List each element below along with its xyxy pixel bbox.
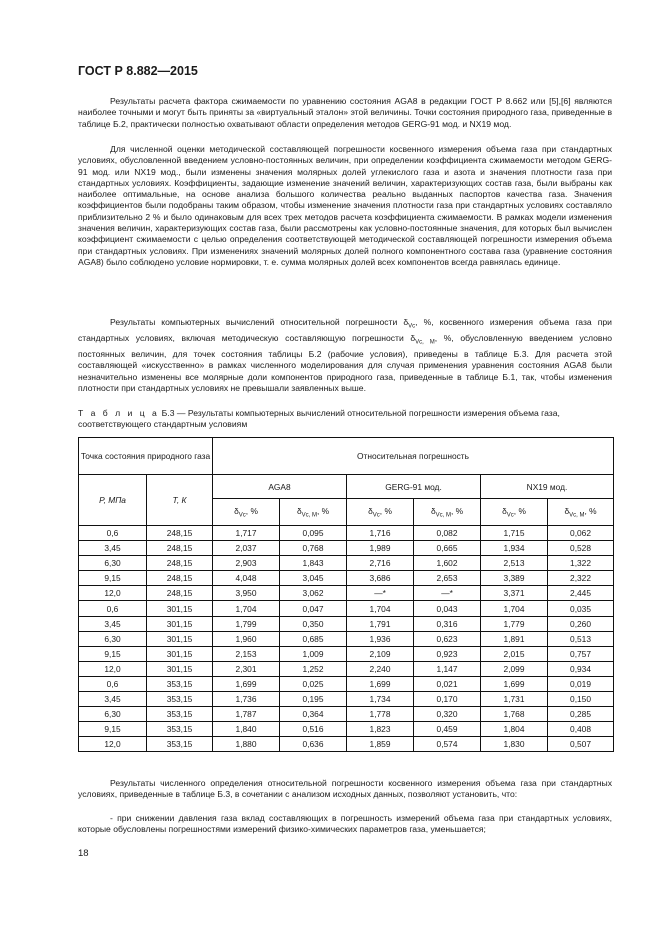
table-cell: 0,6 — [79, 601, 147, 616]
paragraph-2: Для численной оценки методической составляющей погрешности косвенного измерения объема газа при стандартных условиях, обусловленной введением условно-постоянных величин, при определении коэффициента сжимаемости методом GERG-91 мод. или NX19 мод., были изменены значения молярных долей углекислого газа и азота и значения плотности газа при стандартных условиях. Коэффициенты, задающие изменение значений величин, характеризующих состав газа, были выбраны как наиболее оптимальные, на основе анализа большого количества реально выданных паспортов качества газа. Значения коэффициентов были подобраны таким образом, чтобы изменение значения плотности газа при стандартных условиях составляло приблизительно 2 % и было одинаковым для всех трех методов расчета коэффициента сжимаемости. В рамках модели изменения значения величин, характеризующих состав газа, были рассмотрены как условно-постоянные значения, для которых был вычислен коэффициент сжимаемости с целью определения соответствующей методической составляющей погрешности измерения объема при стандартных условиях. При изменениях значений молярных долей полного компонентного состава газа (уравнение состояния AGA8) было соблюдено условие нормировки, т. е. сумма молярных долей всех компонентов всегда равнялась единице. — [78, 144, 612, 267]
table-row — [79, 556, 614, 571]
table-row — [79, 541, 614, 556]
table-row — [79, 571, 614, 586]
table-cell: 2,653 — [414, 571, 481, 586]
table-cell: 301,15 — [147, 601, 213, 616]
table-cell: 1,699 — [347, 676, 414, 691]
table-row — [79, 616, 614, 631]
table-cell: 353,15 — [147, 692, 213, 707]
table-cell: 0,350 — [280, 616, 347, 631]
header-method-nx19: NX19 мод. — [481, 475, 614, 499]
table-cell: 1,934 — [481, 541, 548, 556]
table-cell: 0,923 — [414, 646, 481, 661]
table-cell: 3,062 — [280, 586, 347, 601]
table-cell: 1,843 — [280, 556, 347, 571]
table-cell: 1,768 — [481, 707, 548, 722]
table-cell: 12,0 — [79, 586, 147, 601]
table-cell: 353,15 — [147, 707, 213, 722]
table-cell: 0,757 — [548, 646, 614, 661]
table-cell: 1,252 — [280, 661, 347, 676]
paragraph-3 — [78, 317, 612, 394]
table-cell: 9,15 — [79, 722, 147, 737]
table-cell: 12,0 — [79, 661, 147, 676]
table-cell: 248,15 — [147, 586, 213, 601]
table-cell: 6,30 — [79, 707, 147, 722]
table-cell: 1,960 — [213, 631, 280, 646]
paragraph-3-text-a: Результаты компьютерных вычислений относительной погрешности — [110, 317, 404, 327]
table-cell: 0,507 — [548, 737, 614, 752]
table-cell: 0,260 — [548, 616, 614, 631]
table-cell: 1,716 — [347, 526, 414, 541]
table-cell: 3,045 — [280, 571, 347, 586]
table-cell: 1,602 — [414, 556, 481, 571]
table-cell: 0,019 — [548, 676, 614, 691]
table-cell: 3,45 — [79, 616, 147, 631]
table-cell: 301,15 — [147, 631, 213, 646]
table-cell: 301,15 — [147, 616, 213, 631]
table-cell: 0,170 — [414, 692, 481, 707]
table-cell: 0,459 — [414, 722, 481, 737]
table-cell: 353,15 — [147, 737, 213, 752]
paragraph-3-text-b: , %, косвенного измерения объема газа при стандартных условиях, включая методическую составляющую погрешности — [78, 317, 612, 344]
table-row — [79, 707, 614, 722]
table-cell: 248,15 — [147, 541, 213, 556]
table-cell: 1,880 — [213, 737, 280, 752]
table-cell: 1,791 — [347, 616, 414, 631]
table-cell: 1,009 — [280, 646, 347, 661]
table-cell: 0,047 — [280, 601, 347, 616]
table-cell: 1,699 — [213, 676, 280, 691]
table-cell: 1,787 — [213, 707, 280, 722]
table-cell: 2,109 — [347, 646, 414, 661]
table-cell: 2,301 — [213, 661, 280, 676]
table-cell: 248,15 — [147, 526, 213, 541]
table-cell: 353,15 — [147, 676, 213, 691]
table-cell: 248,15 — [147, 571, 213, 586]
table-cell: 0,062 — [548, 526, 614, 541]
table-cell: 1,717 — [213, 526, 280, 541]
table-cell: 1,322 — [548, 556, 614, 571]
header-method-gerg: GERG-91 мод. — [347, 475, 481, 499]
table-cell: 1,989 — [347, 541, 414, 556]
table-cell: 0,025 — [280, 676, 347, 691]
document-header: ГОСТ Р 8.882—2015 — [78, 64, 198, 78]
table-cell: 0,043 — [414, 601, 481, 616]
subheader-delta-vcm: $\delta_{Vc, M}$, % — [414, 499, 481, 526]
table-cell: 301,15 — [147, 661, 213, 676]
table-row — [79, 661, 614, 676]
table-cell: 0,364 — [280, 707, 347, 722]
table-cell: 1,704 — [213, 601, 280, 616]
table-cell: 0,574 — [414, 737, 481, 752]
table-cell: 3,45 — [79, 692, 147, 707]
header-state-point: Точка состояния природного газа — [79, 438, 213, 475]
table-cell: 0,035 — [548, 601, 614, 616]
table-row — [79, 631, 614, 646]
table-cell: 2,513 — [481, 556, 548, 571]
table-cell: 1,830 — [481, 737, 548, 752]
subheader-delta-vc: $\delta_{Vc}$, % — [213, 499, 280, 526]
table-cell: 0,665 — [414, 541, 481, 556]
table-cell: 3,950 — [213, 586, 280, 601]
table-cell: 1,799 — [213, 616, 280, 631]
table-cell: 2,037 — [213, 541, 280, 556]
table-cell: 1,859 — [347, 737, 414, 752]
table-row — [79, 692, 614, 707]
table-row — [79, 676, 614, 691]
table-cell: 2,322 — [548, 571, 614, 586]
table-cell: 2,445 — [548, 586, 614, 601]
table-cell: 1,840 — [213, 722, 280, 737]
table-cell: 1,715 — [481, 526, 548, 541]
table-cell: 0,6 — [79, 676, 147, 691]
table-cell: 3,389 — [481, 571, 548, 586]
table-cell: 0,195 — [280, 692, 347, 707]
table-row — [79, 722, 614, 737]
table-row — [79, 646, 614, 661]
table-cell: —* — [414, 586, 481, 601]
table-row — [79, 586, 614, 601]
paragraph-1: Результаты расчета фактора сжимаемости по уравнению состояния AGA8 в редакции ГОСТ Р 8.662 или [5],[6] являются наиболее точными и могут быть приняты за «виртуальный эталон» этой величины. Точки состояния природного газа, приведенные в таблице Б.2, практически полностью охватывают области определения методов GERG-91 мод. и NX19 мод. — [78, 96, 613, 129]
table-row — [79, 737, 614, 752]
table-cell: 0,934 — [548, 661, 614, 676]
table-cell: 3,45 — [79, 541, 147, 556]
table-cell: 0,685 — [280, 631, 347, 646]
table-cell: 2,240 — [347, 661, 414, 676]
table-cell: 248,15 — [147, 556, 213, 571]
header-method-aga8: AGA8 — [213, 475, 347, 499]
table-cell: 1,147 — [414, 661, 481, 676]
table-cell: 0,6 — [79, 526, 147, 541]
table-cell: 0,636 — [280, 737, 347, 752]
results-table — [78, 437, 614, 752]
header-relative-error: Относительная погрешность — [213, 438, 614, 475]
delta-vcm-symbol: $\delta_{Vc, M}$ — [410, 333, 435, 346]
page-number: 18 — [78, 848, 89, 859]
table-cell: 1,778 — [347, 707, 414, 722]
delta-vc-symbol: $\delta_{Vc}$ — [403, 317, 416, 330]
table-cell: 9,15 — [79, 646, 147, 661]
table-cell: 1,891 — [481, 631, 548, 646]
table-cell: 1,804 — [481, 722, 548, 737]
table-cell: 353,15 — [147, 722, 213, 737]
table-cell: 0,623 — [414, 631, 481, 646]
table-cell: 0,768 — [280, 541, 347, 556]
table-cell: 0,528 — [548, 541, 614, 556]
table-cell: 1,704 — [347, 601, 414, 616]
table-cell: 0,082 — [414, 526, 481, 541]
table-cell: 2,903 — [213, 556, 280, 571]
table-cell: 4,048 — [213, 571, 280, 586]
table-cell: 0,285 — [548, 707, 614, 722]
header-temperature: T, К — [147, 475, 213, 526]
table-cell: 1,736 — [213, 692, 280, 707]
table-cell: 3,686 — [347, 571, 414, 586]
table-cell: 1,699 — [481, 676, 548, 691]
table-caption: Т а б л и ц а Б.3 — Результаты компьютерных вычислений относительной погрешности измерения объема газа, соответствующего стандартным условиям — [78, 408, 560, 430]
subheader-delta-vc: $\delta_{Vc}$, % — [481, 499, 548, 526]
table-cell: 301,15 — [147, 646, 213, 661]
table-cell: 2,716 — [347, 556, 414, 571]
table-cell: 2,099 — [481, 661, 548, 676]
table-cell: 9,15 — [79, 571, 147, 586]
subheader-delta-vcm: $\delta_{Vc, M}$, % — [280, 499, 347, 526]
table-cell: 1,779 — [481, 616, 548, 631]
table-cell: 1,731 — [481, 692, 548, 707]
paragraph-after-table-2: - при снижении давления газа вклад составляющих в погрешность измерений объема газа при стандартных условиях, которые обусловлены погрешностями измерений физико-химических параметров газа, уменьшается; — [78, 813, 612, 835]
table-row — [79, 601, 614, 616]
header-pressure: P, МПа — [79, 475, 147, 526]
table-cell: 1,734 — [347, 692, 414, 707]
table-row — [79, 526, 614, 541]
subheader-delta-vc: $\delta_{Vc}$, % — [347, 499, 414, 526]
table-cell: 3,371 — [481, 586, 548, 601]
table-cell: 0,021 — [414, 676, 481, 691]
table-cell: 0,408 — [548, 722, 614, 737]
table-cell: 1,936 — [347, 631, 414, 646]
table-cell: 12,0 — [79, 737, 147, 752]
table-cell: —* — [347, 586, 414, 601]
table-cell: 1,823 — [347, 722, 414, 737]
paragraph-after-table-1: Результаты численного определения относительной погрешности косвенного измерения объема газа при стандартных условиях, приведенные в таблице Б.3, в сочетании с анализом исходных данных, позволяют установить, что: — [78, 778, 612, 800]
table-cell: 1,704 — [481, 601, 548, 616]
table-cell: 2,015 — [481, 646, 548, 661]
paragraph-3-text-c: , %, обусловленную введением условно постоянных величин, для точек состояния таблицы Б.2 (рабочие условия), приведены в таблице Б.3. Для расчета этой составляющей «искусственно» в рамках численного моделирования для случая применения уравнения состояния AGA8 были незначительно изменены все молярные доли компонентов природного газа, приведенные в таблице Б.1, так, чтобы изменения плотности при стандартных условиях не превышали заявленных выше. — [78, 333, 612, 393]
table-cell: 6,30 — [79, 556, 147, 571]
table-cell: 0,150 — [548, 692, 614, 707]
table-cell: 0,320 — [414, 707, 481, 722]
table-cell: 0,513 — [548, 631, 614, 646]
table-cell: 6,30 — [79, 631, 147, 646]
table-cell: 0,095 — [280, 526, 347, 541]
table-cell: 2,153 — [213, 646, 280, 661]
subheader-delta-vcm: $\delta_{Vc, M}$, % — [548, 499, 614, 526]
table-cell: 0,316 — [414, 616, 481, 631]
table-cell: 0,516 — [280, 722, 347, 737]
